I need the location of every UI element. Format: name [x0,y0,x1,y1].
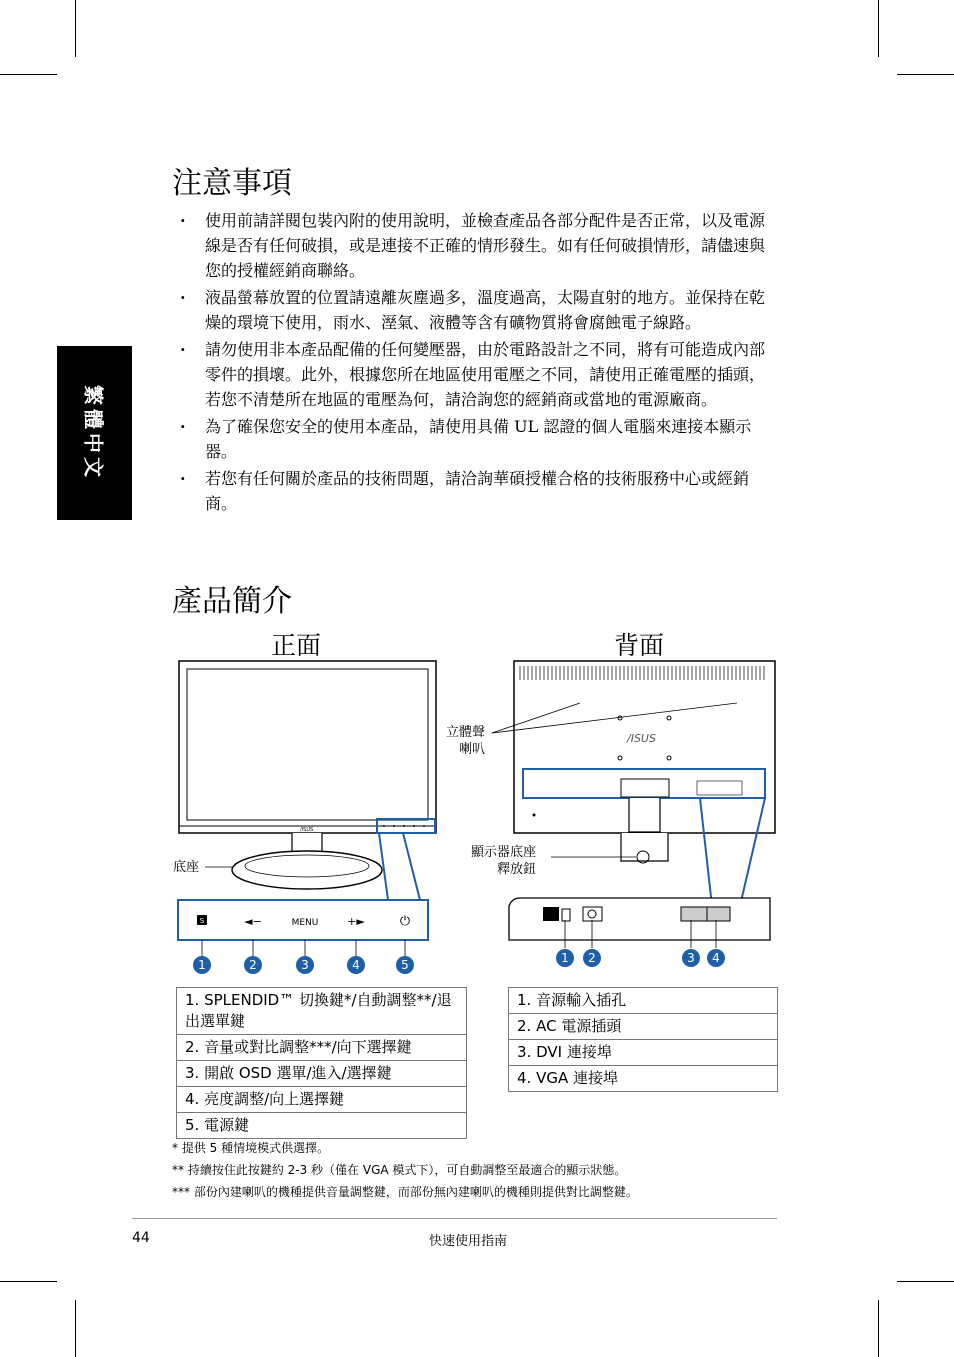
front-number-5: 5 [401,958,409,972]
footnote: ** 持續按住此按鍵約 2-3 秒（僅在 VGA 模式下），可自動調整至最適合的顯示狀態。 [172,1163,627,1177]
table-row [177,1113,467,1139]
front-brand-logo: /ISUS [300,827,314,833]
back-number-4: 4 [712,951,720,965]
table-cell: 2. AC 電源插頭 [509,1014,778,1040]
list-item: · 液晶螢幕放置的位置請遠離灰塵過多，溫度過高，太陽直射的地方。並保持在乾燥的環境下使用，雨水、溼氣、液體等含有礦物質將會腐蝕電子線路。 [172,285,778,335]
back-connector-panel [509,898,770,967]
splendid-button-icon: S [199,917,205,925]
table-cell: 4. 亮度調整/向上選擇鍵 [177,1087,467,1113]
crop-mark [897,1281,954,1282]
table-cell: 4. VGA 連接埠 [509,1066,778,1092]
section-title-notes: 注意事項 [172,166,292,201]
front-button-panel [178,900,428,974]
table-cell: 3. DVI 連接埠 [509,1040,778,1066]
table-cell: 5. 電源鍵 [177,1113,467,1139]
table-cell: 3. 開啟 OSD 選單/進入/選擇鍵 [177,1061,467,1087]
table-row [177,1061,467,1087]
front-number-3: 3 [301,958,309,972]
back-ports-table [508,987,778,1092]
front-number-2: 2 [249,958,257,972]
table-cell: 1. SPLENDID™ 切換鍵*/自動調整**/退出選單鍵 [177,988,467,1035]
release-callout-line1: 顯示器底座 [471,845,537,860]
back-view-label: 背面 [614,631,665,660]
base-callout: 底座 [173,860,200,875]
footer-divider [132,1218,777,1219]
crop-mark [75,1300,76,1357]
list-item: · 若您有任何關於產品的技術問題，請洽詢華碩授權合格的技術服務中心或經銷商。 [172,466,778,516]
front-monitor-illustration [179,661,436,900]
power-button-icon: ⏻ [399,914,411,929]
table-row [509,1066,778,1092]
crop-mark [878,1300,879,1357]
footnote: *** 部份內建喇叭的機種提供音量調整鍵，而部份無內建喇叭的機種則提供對比調整鍵。 [172,1185,638,1199]
table-row [509,1014,778,1040]
menu-button-label: MENU [291,918,319,928]
volume-down-button-icon: ◄− [244,915,262,928]
list-item: · 使用前請詳閱包裝內附的使用說明，並檢查產品各部分配件是否正常，以及電源線是否有任何破損，或是連接不正確的情形發生。如有任何破損情形，請儘速與您的授權經銷商聯絡。 [172,208,778,283]
list-item: · 請勿使用非本產品配備的任何變壓器，由於電路設計之不同，將有可能造成內部零件的損壞。此外，根據您所在地區使用電壓之不同，請使用正確電壓的插頭，若您不清楚所在地區的電壓為何，請洽詢您的經銷商或當地的電源廠商。 [172,337,778,412]
front-number-4: 4 [352,958,360,972]
table-row [177,1087,467,1113]
speaker-callout-line1: 立體聲 [446,725,486,740]
release-button-callout [471,844,536,878]
front-view-label: 正面 [271,631,322,660]
table-row [509,988,778,1014]
back-brand-logo: /ISUS [627,732,656,745]
front-number-1: 1 [198,958,206,972]
section-title-product: 產品簡介 [172,584,292,619]
table-cell: 2. 音量或對比調整***/向下選擇鍵 [177,1035,467,1061]
table-row [509,1040,778,1066]
page-number: 44 [132,1230,150,1246]
front-controls-table [176,987,467,1139]
back-number-2: 2 [588,951,596,965]
crop-mark [0,1281,57,1282]
footnote: * 提供 5 種情境模式供選擇。 [172,1141,330,1155]
back-number-3: 3 [687,951,695,965]
speaker-callout-line2: 喇叭 [459,742,486,757]
table-row [177,988,467,1035]
table-row [177,1035,467,1061]
release-callout-line2: 釋放鈕 [497,862,537,877]
language-tab-label: 繁體中文 [81,385,105,481]
guide-title: 快速使用指南 [429,1234,508,1249]
back-number-1: 1 [561,951,569,965]
speaker-callout [446,724,485,758]
brightness-up-button-icon: +► [347,915,365,928]
list-item: · 為了確保您安全的使用本產品，請使用具備 UL 認證的個人電腦來連接本顯示器。 [172,414,778,464]
table-cell: 1. 音源輸入插孔 [509,988,778,1014]
